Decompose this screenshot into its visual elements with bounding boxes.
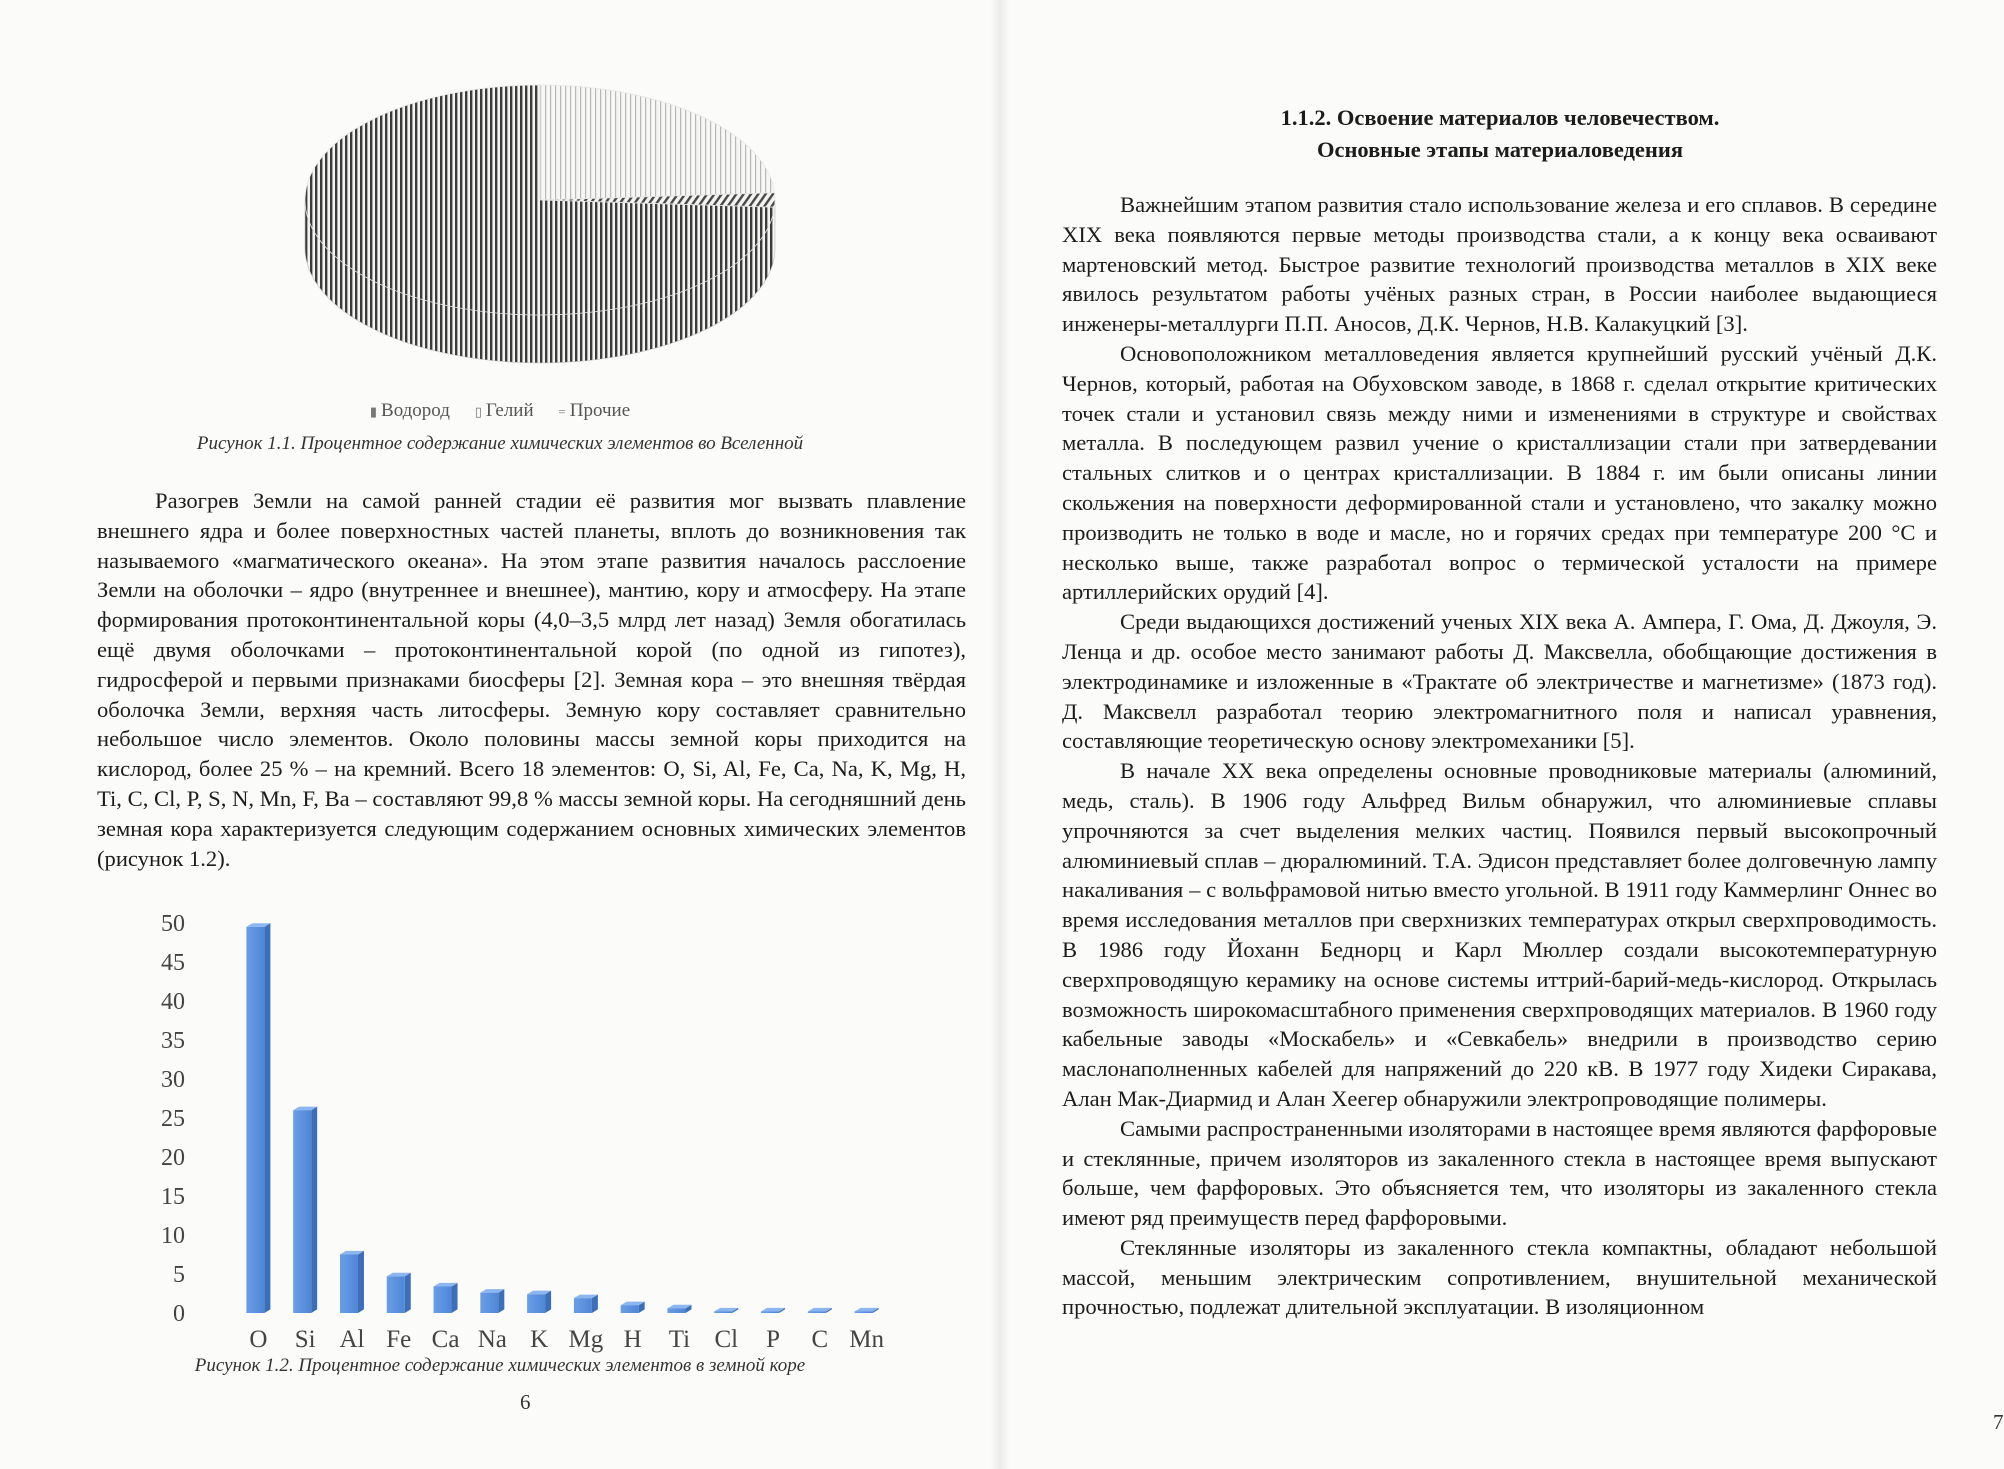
x-tick-label: K [530, 1326, 549, 1353]
x-tick-label: H [623, 1326, 642, 1353]
y-tick-label: 30 [161, 1067, 185, 1093]
paragraph-5: Самыми распространенными изоляторами в настоящее время являются фарфоровые и стеклянные, причем изоляторов из закаленного стекла в настоящее время выпускают больше, чем фарфоровых. Это объясняется тем, что изоляторы из закаленного стекла имеют ряд преимуществ перед фарфоровыми. [1062, 1115, 1937, 1231]
y-tick-label: 10 [161, 1223, 185, 1249]
paragraph-2: Основоположником металловедения является крупнейший русский учёный Д.К. Чернов, который, работая на Обуховском заводе, в 1868 г. сделал открытие критических точек стали и установил связь между ними и изменениями в структуре и свойствах металла. В последующем развил учение о кристаллизации стали при затвердевании стальных слитков и о центрах кристаллизации. В 1884 г. им были описаны линии скольжения на поверхности деформированной стали и установлено, что закалку можно производить не только в воде и масле, но и горячих средах при температуре 200 °С и несколько выше, также разработал вопрос о термической усталости на примере артиллерийских орудий [4]. [1062, 340, 1937, 605]
y-tick-label: 50 [161, 911, 185, 937]
x-tick-label: Cl [714, 1326, 739, 1353]
y-tick-label: 0 [173, 1301, 185, 1327]
bar-k [527, 1294, 545, 1313]
right-body [1062, 190, 1937, 1322]
x-tick-label: C [811, 1326, 829, 1353]
x-tick-label: Ca [431, 1326, 460, 1353]
bar-side [405, 1273, 411, 1313]
x-tick-label: Ti [668, 1326, 691, 1353]
page-number-right: 7 [1993, 1410, 2004, 1434]
y-tick-label: 25 [161, 1106, 185, 1132]
bar-c [808, 1312, 826, 1314]
y-tick-label: 35 [161, 1028, 185, 1054]
paragraph-1: Важнейшим этапом развития стало использование железа и его сплавов. В середине XIX века появляются первые методы производства стали, а к концу века осваивают мартеновский метод. Быстрое развитие технологий производства металлов в XIX веке явилось результатом работы учёных разных стран, в России наиболее выдающиеся инженеры-металлурги П.П. Аносов, Д.К. Чернов, Н.В. Калакуцкий [3]. [1062, 192, 1937, 337]
x-tick-label: Fe [386, 1326, 412, 1353]
paragraph-3: Среди выдающихся достижений ученых XIX века А. Ампера, Г. Ома, Д. Джоуля, Э. Ленца и др. особое место занимают работы Д. Максвелла, обобщающие достижения в электродинамике и изложенные в «Трактате об электричестве и магнетизме» (1873 год). Д. Максвелл разработал теорию электромагнитного поля и написал уравнения, составляющие теоретическую основу электромеханики [5]. [1062, 609, 1937, 754]
bar-mn [855, 1312, 873, 1314]
bar-side [311, 1107, 317, 1313]
bar-side [545, 1291, 551, 1313]
bar-fe [387, 1276, 405, 1313]
bar-side [452, 1283, 458, 1313]
bar-side [498, 1289, 504, 1313]
x-tick-label: Si [294, 1326, 316, 1353]
bar-ca [434, 1286, 452, 1313]
bar-mg [574, 1298, 592, 1313]
left-paragraph [97, 486, 966, 873]
heading-line-2: Основные этапы материаловедения [1316, 137, 1684, 162]
bar-ti [667, 1308, 685, 1313]
pie-legend [0, 400, 1000, 422]
pie-chart [280, 80, 800, 380]
bar-cl [714, 1311, 732, 1313]
figure1-caption: Рисунок 1.1. Процентное содержание химических элементов во Вселенной [196, 433, 804, 454]
y-tick-label: 45 [161, 950, 185, 976]
right-page [1000, 0, 2004, 1469]
paragraph-6: Стеклянные изоляторы из закаленного стекла компактны, обладают небольшой массой, меньшим электрическим сопротивлением, внушительной механической прочностью, подлежат длительной эксплуатации. В изоляционном [1062, 1234, 1937, 1320]
bar-side [358, 1251, 364, 1313]
legend-item-other: = Прочие [558, 400, 631, 421]
left-page [0, 0, 1000, 1469]
x-tick-label: Al [339, 1326, 365, 1353]
y-tick-label: 15 [161, 1184, 185, 1210]
x-tick-label: Mn [849, 1326, 884, 1353]
y-tick-label: 20 [161, 1145, 185, 1171]
bar-side [264, 923, 270, 1313]
x-tick-label: P [766, 1326, 780, 1353]
bar-chart-svg [140, 905, 900, 1353]
y-tick-label: 5 [173, 1262, 185, 1288]
bar-al [340, 1255, 358, 1314]
bar-h [621, 1305, 639, 1313]
y-tick-label: 40 [161, 989, 185, 1015]
heading-line-1: 1.1.2. Освоение материалов человечеством. [1280, 105, 1720, 130]
page-number-left: 6 [520, 1390, 531, 1414]
bar-p [761, 1312, 779, 1314]
legend-item-hydrogen: ▮ Водород [369, 400, 450, 421]
bar-o [246, 927, 264, 1313]
pie-chart-svg [280, 80, 800, 380]
paragraph-4: В начале XX века определены основные проводниковые материалы (алюминий, медь, сталь). В 1906 году Альфред Вильм обнаружил, что алюминиевые сплавы упрочняются за счет выделения мелких частиц. Появился первый высокопрочный алюминиевый сплав – дюралюминий. Т.А. Эдисон представляет более долговечную лампу накаливания – с вольфрамовой нитью вместо угольной. В 1911 году Каммерлинг Оннес во время исследования металлов при сверхнизких температурах открыл сверхпроводимость. В 1986 году Йоханн Беднорц и Карл Мюллер создали высокотемпературную сверхпроводящую керамику на основе системы иттрий-барий-медь-кислород. Открылась возможность широкомасштабного применения сверхпроводящих материалов. В 1960 году кабельные заводы «Москабель» и «Севкабель» внедрили в производство серию маслонаполненных кабелей для напряжений до 220 кВ. В 1977 году Хидеки Сиракава, Алан Мак-Диармид и Алан Хеегер обнаружили электропроводящие полимеры. [1062, 758, 1937, 1111]
legend-item-helium: ▯ Гелий [474, 400, 534, 421]
bar-chart [140, 905, 900, 1353]
section-heading [1000, 102, 2000, 166]
x-tick-label: Na [477, 1326, 507, 1353]
bar-na [480, 1293, 498, 1313]
pie-slice-helium [540, 85, 775, 200]
figure2-caption: Рисунок 1.2. Процентное содержание химических элементов в земной коре [194, 1355, 806, 1376]
bar-si [293, 1110, 311, 1313]
x-tick-label: Mg [568, 1326, 604, 1353]
paragraph: Разогрев Земли на самой ранней стадии её развития мог вызвать плавление внешнего ядра и более поверхностных частей планеты, вплоть до возникновения так называемого «магматического океана». На этом этапе развития началось расслоение Земли на оболочки – ядро (внутреннее и внешнее), мантию, кору и атмосферу. На этапе формирования протоконтинентальной коры (4,0–3,5 млрд лет назад) Земля обогатилась ещё двумя оболочками – протоконтинентальной корой (по одной из гипотез), гидросферой и первыми признаками биосферы [2]. Земная кора – это внешняя твёрдая оболочка Земли, верхняя часть литосферы. Земную кору составляет сравнительно небольшое число элементов. Около половины массы земной коры приходится на кислород, более 25 % – на кремний. Всего 18 элементов: O, Si, Al, Fe, Ca, Na, K, Mg, H, Ti, C, Cl, P, S, N, Mn, F, Ba – составляют 99,8 % массы земной коры. На сегодняшний день земная кора характеризуется следующим содержанием основных химических элементов (рисунок 1.2). [97, 488, 966, 871]
x-tick-label: O [249, 1326, 268, 1353]
